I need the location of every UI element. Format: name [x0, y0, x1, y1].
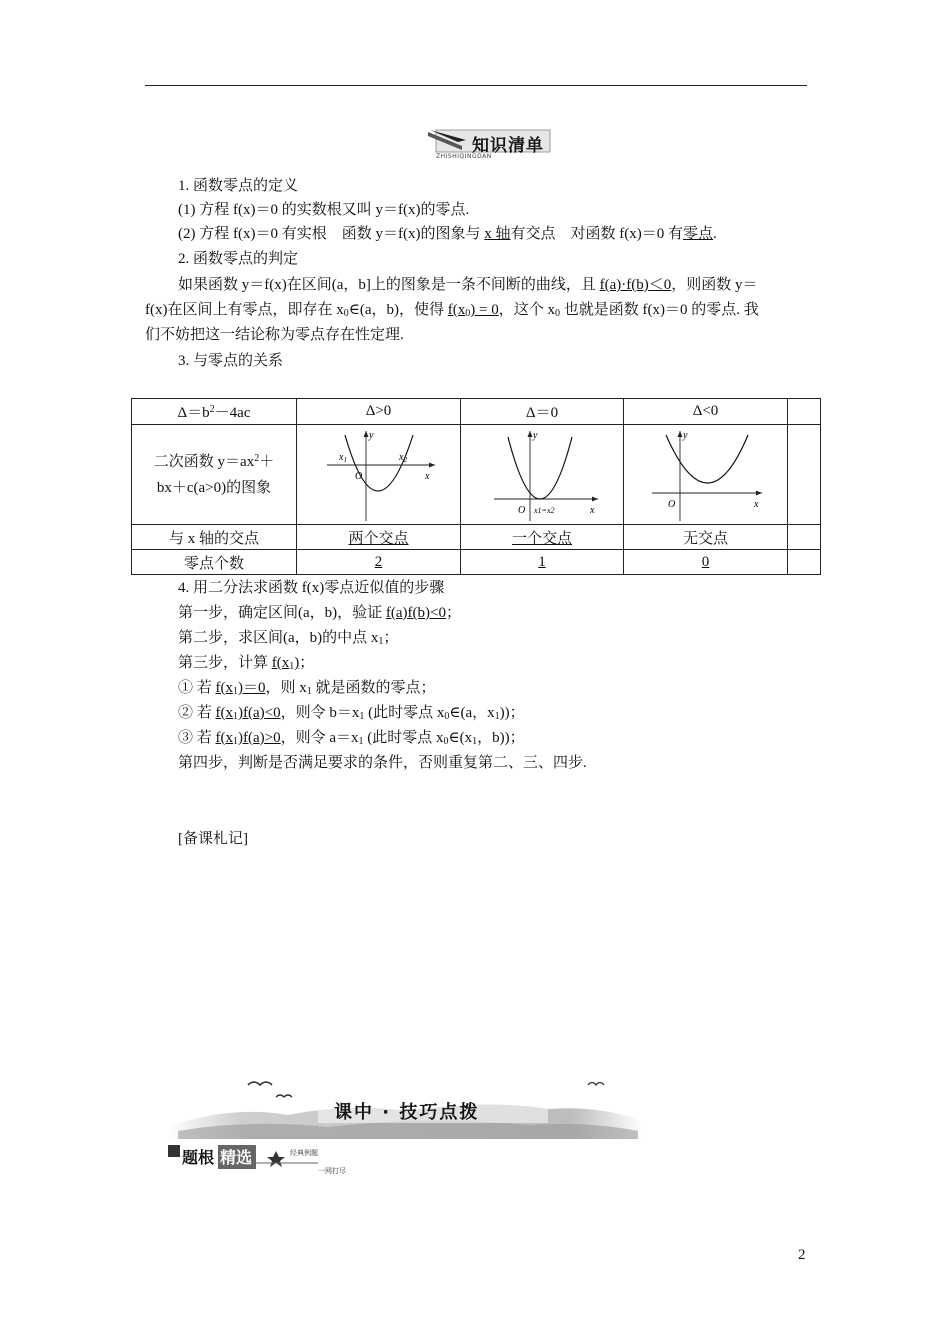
header-discriminant: $\Delta=b^2-4ac$ [132, 399, 297, 425]
header-positive: Δ>0 [297, 399, 461, 425]
section-banner [428, 124, 556, 164]
s1-p1: (1) 方程 f(x)＝0 的实数根又叫 y＝f(x)的零点. [178, 202, 470, 218]
s4-step2: 第二步，求区间(a，b)的中点 $x_1$； [178, 630, 399, 647]
svg-text:x: x [753, 498, 758, 510]
parabola-no-root [646, 427, 766, 523]
svg-text:题根: 题根 [182, 1148, 215, 1167]
s2-line3: 们不妨把这一结论称为零点存在性定理. [145, 327, 404, 343]
s4-step1: 第一步，确定区间(a，b)，验证 f(a)f(b)<0； [178, 605, 462, 621]
s1-title: 1. 函数零点的定义 [178, 178, 299, 194]
notes-label: [备课札记] [178, 831, 248, 847]
intersection-two: 两个交点 [348, 530, 409, 547]
intersection-label: 与 x 轴的交点 [132, 525, 297, 550]
s4-case2: ② 若 $f(x_1)f(a)<0$，则令 $b=x_1$ (此时零点 $x_0\in(a$，$x_1$))； [178, 705, 525, 722]
svg-text:y: y [368, 429, 373, 441]
table-graph-row [132, 425, 821, 525]
s2-line1: 如果函数 y＝f(x)在区间(a，b]上的图象是一条不间断的曲线，且 f(a)·f(b)＜0，则函数 y＝ [178, 277, 758, 293]
classroom-banner [168, 1075, 643, 1175]
discriminant-table [131, 398, 821, 575]
svg-text:课中 · 技巧点拨: 课中 · 技巧点拨 [334, 1102, 480, 1123]
svg-text:O: O [354, 470, 362, 482]
svg-text:O: O [518, 504, 526, 516]
s4-case1: ① 若 $f(x_1)=0$，则 $x_1$ 就是函数的零点； [178, 680, 436, 697]
header-negative: Δ<0 [624, 399, 788, 425]
header-zero: Δ＝0 [461, 399, 624, 425]
parabola-two-roots [319, 427, 439, 523]
count-one: 1 [538, 553, 546, 570]
svg-text:y: y [682, 429, 687, 441]
svg-text:经典例题: 经典例题 [290, 1149, 318, 1157]
table-header-row [132, 399, 821, 425]
s3-title: 3. 与零点的关系 [178, 353, 284, 369]
section-title: 知识清单 [472, 136, 544, 156]
svg-text:y: y [533, 429, 538, 441]
parabola-one-root [482, 427, 602, 523]
s4-title: 4. 用二分法求函数 f(x)零点近似值的步骤 [178, 580, 445, 596]
s4-step4: 第四步，判断是否满足要求的条件，否则重复第二、三、四步. [178, 755, 587, 771]
bird-icon [588, 1083, 604, 1086]
table-count-row [132, 550, 821, 575]
graph-no-root [624, 425, 788, 525]
bird-icon [248, 1082, 272, 1085]
header-rule [145, 85, 807, 86]
s2-line2: f(x)在区间上有零点，即存在 $x_0\in(a$，b)，使得 $f(x_0) = 0$，这个 $x_0$ 也就是函数 f(x)＝0 的零点. 我 [145, 302, 759, 319]
svg-text:x: x [590, 504, 595, 516]
intersection-one: 一个交点 [511, 530, 572, 547]
svg-text:一网打尽: 一网打尽 [318, 1167, 346, 1175]
svg-text:O: O [667, 498, 675, 510]
svg-text:x: x [424, 470, 429, 482]
page-number: 2 [798, 1247, 806, 1263]
count-zero: 0 [701, 553, 710, 570]
intersection-none: 无交点 [624, 525, 788, 550]
count-two: 2 [374, 553, 383, 570]
graph-row-label: 二次函数 $y=ax^2+$ bx＋c(a>0)的图象 [132, 425, 297, 525]
s4-step3: 第三步，计算 $f(x_1)$； [178, 655, 315, 672]
s1-p2: (2) 方程 f(x)＝0 有实根 函数 y＝f(x)的图象与 x 轴有交点 对函数 f(x)＝0 有零点. [178, 226, 717, 242]
star-icon [267, 1151, 285, 1167]
s2-title: 2. 函数零点的判定 [178, 251, 299, 267]
svg-text:精选: 精选 [220, 1148, 253, 1167]
svg-text:x1=x2: x1=x2 [534, 505, 555, 515]
count-label: 零点个数 [132, 550, 297, 575]
bird-icon [276, 1095, 292, 1097]
section-subtitle: ZHISHIQINGDAN [436, 153, 492, 160]
svg-text:x1: $x_1$ [338, 451, 347, 464]
graph-two-roots [297, 425, 461, 525]
svg-text:x2: $x_2$ [398, 451, 407, 464]
graph-one-root [461, 425, 624, 525]
table-intersection-row [132, 525, 821, 550]
s4-case3: ③ 若 $f(x_1)f(a)>0$，则令 $a=x_1$ (此时零点 $x_0\in(x_1$，b))； [178, 730, 525, 747]
